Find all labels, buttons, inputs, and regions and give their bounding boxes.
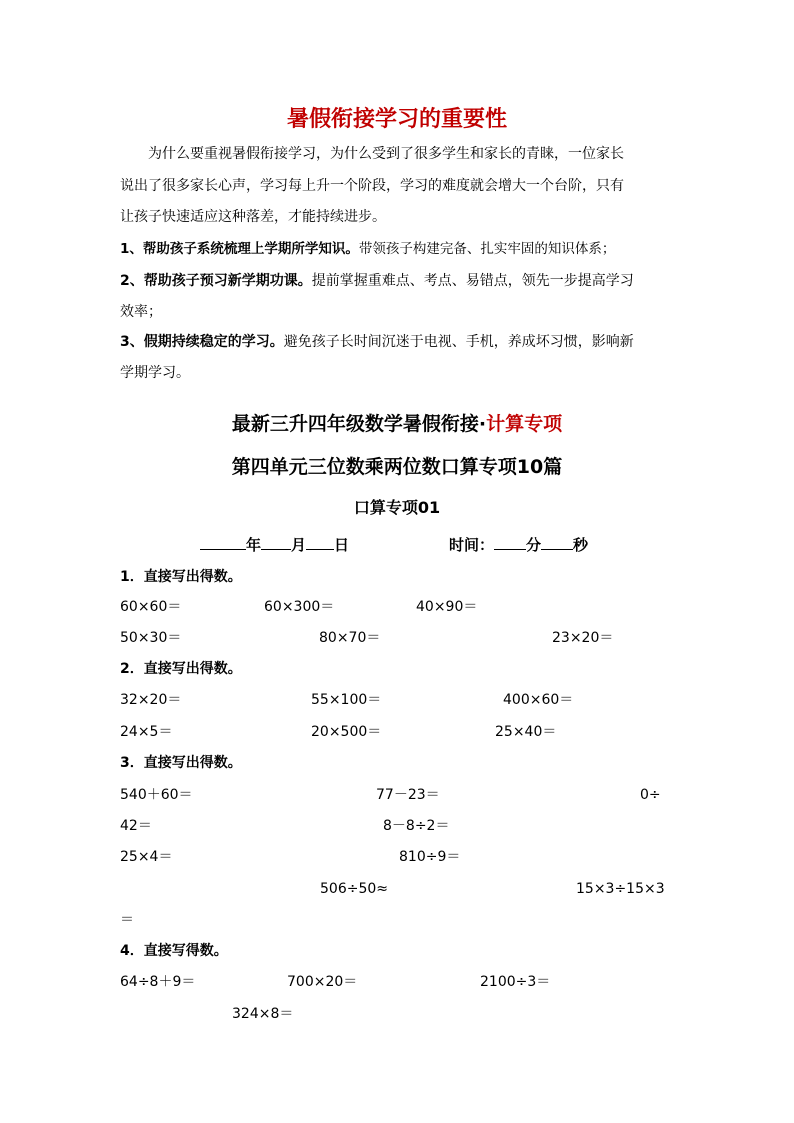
intro-line-2: 说出了很多家长心声，学习每上升一个阶段，学习的难度就会增大一个台阶，只有 [120,178,624,194]
q3-item: 0÷ [640,787,661,803]
point-2-bold: 2、帮助孩子预习新学期功课。 [120,273,312,289]
second-label: 秒 [573,536,589,554]
day-blank[interactable] [306,535,334,550]
heading-practice: 口算专项01 [353,498,441,517]
point-3-cont: 学期学习。 [120,365,190,381]
heading-series-red: 计算专项 [486,413,563,435]
q4-item: 64÷8＋9＝ [120,974,196,990]
point-1-text: 带领孩子构建完备、扎实牢固的知识体系； [358,241,616,257]
q3-item: 810÷9＝ [399,849,461,865]
point-1 [120,240,615,258]
point-1-bold: 1、帮助孩子系统梳理上学期所学知识。 [120,241,359,257]
q2-item: 25×40＝ [495,724,557,740]
q3-item: 506÷50≈ [320,881,388,897]
heading-series [0,411,794,437]
q1-item: 40×90＝ [416,599,478,615]
q2-item: 55×100＝ [311,692,382,708]
q1-item: 60×300＝ [264,599,335,615]
q3-item: 15×3÷15×3 [576,881,665,897]
year-blank[interactable] [200,535,246,550]
q2-item: 24×5＝ [120,724,173,740]
point-2 [120,272,634,290]
heading-unit: 第四单元三位数乘两位数口算专项10篇 [231,456,563,478]
q3-item: 540＋60＝ [120,787,193,803]
date-row [200,535,349,554]
month-label: 月 [291,536,307,554]
q2-item: 20×500＝ [311,724,382,740]
point-3 [120,333,634,351]
point-2-text: 提前掌握重难点、考点、易错点，领先一步提高学习 [311,273,634,289]
day-label: 日 [334,536,350,554]
q4-title: 4．直接写得数。 [120,943,228,959]
q3-item: 42＝ [120,818,152,834]
time-row [449,535,588,554]
q3-title: 3．直接写出得数。 [120,755,242,771]
month-blank[interactable] [261,535,291,550]
q1-item: 80×70＝ [319,630,381,646]
intro-line-1: 为什么要重视暑假衔接学习，为什么受到了很多学生和家长的青睐，一位家长 [148,146,624,162]
q1-item: 23×20＝ [552,630,614,646]
intro-line-3: 让孩子快速适应这种落差，才能持续进步。 [120,209,386,225]
page-title: 暑假衔接学习的重要性 [286,106,507,132]
point-3-bold: 3、假期持续稳定的学习。 [120,334,284,350]
q1-item: 60×60＝ [120,599,182,615]
q4-item: 700×20＝ [287,974,358,990]
q3-item: 8－8÷2＝ [383,818,450,834]
point-2-cont: 效率； [120,304,162,320]
q4-item: 2100÷3＝ [480,974,551,990]
q3-item: 25×4＝ [120,849,173,865]
q3-item: 77－23＝ [376,787,440,803]
q2-item: 32×20＝ [120,692,182,708]
heading-series-black: 最新三升四年级数学暑假衔接· [231,413,487,435]
minute-label: 分 [526,536,542,554]
point-3-text: 避免孩子长时间沉迷于电视、手机，养成坏习惯，影响新 [283,334,634,350]
q2-item: 400×60＝ [503,692,574,708]
second-blank[interactable] [541,535,573,550]
q2-title: 2．直接写出得数。 [120,661,242,677]
time-label: 时间： [449,536,495,554]
minute-blank[interactable] [494,535,526,550]
q4-item: 324×8＝ [232,1006,294,1022]
q3-item: ＝ [120,912,134,928]
year-label: 年 [246,536,262,554]
q1-item: 50×30＝ [120,630,182,646]
q1-title: 1．直接写出得数。 [120,569,242,585]
